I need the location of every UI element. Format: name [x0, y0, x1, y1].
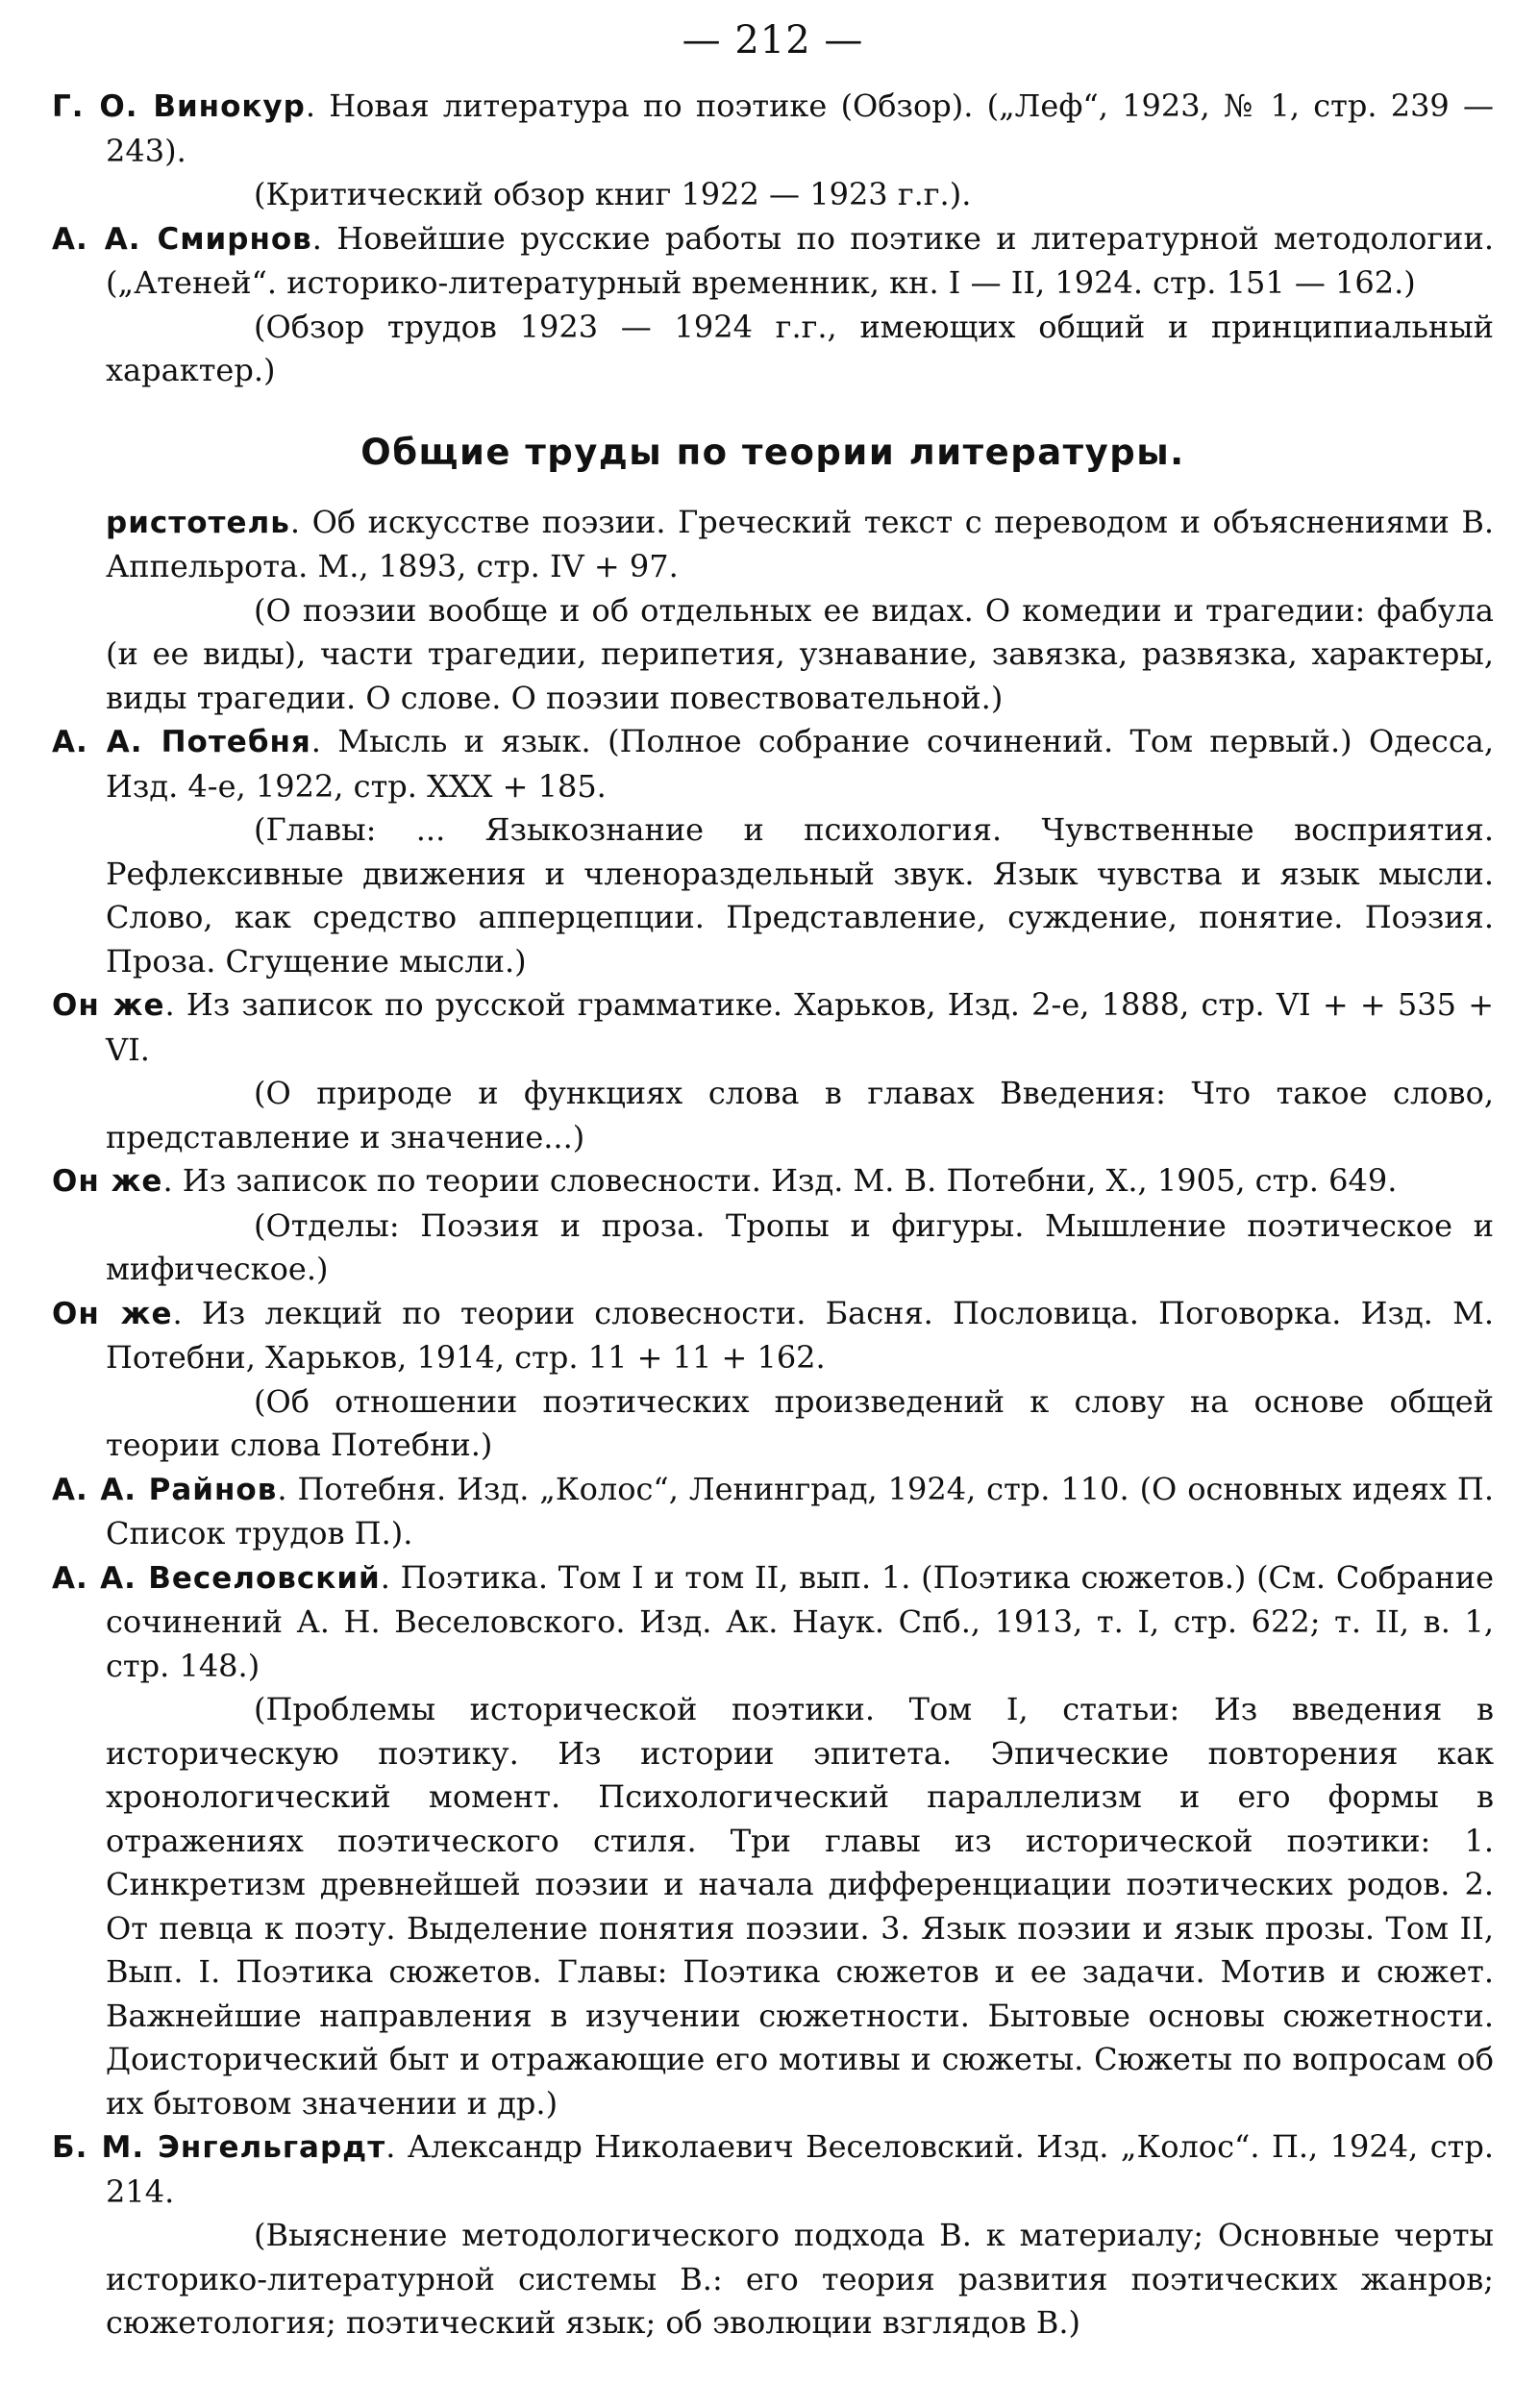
- entry-author: Г. О. Винокур: [52, 89, 306, 124]
- bibliography-entry-veselovsky: [52, 1556, 1494, 1689]
- entry-text: . Новая литература по поэтике (Обзор). („Леф“, 1923, № 1, стр. 239 — 243).: [106, 87, 1495, 169]
- entry-text: . Александр Николаевич Веселовский. Изд. „Колос“. П., 1924, стр. 214.: [106, 2128, 1495, 2210]
- page-number: — 212 —: [682, 18, 864, 62]
- entry-author: А. А. Смирнов: [52, 221, 312, 257]
- entry-text: . Из лекций по теории словесности. Басня. Пословица. Поговорка. Изд. М. Потебни, Харьков, 1914, стр. 11 + 11 + 162.: [106, 1294, 1495, 1376]
- entry-author: А. А. Потебня: [52, 725, 311, 759]
- bibliography-entry-aristotle: [52, 501, 1494, 589]
- entry-author: ристотель: [106, 505, 290, 540]
- entry-annotation: (Критический обзор книг 1922 — 1923 г.г.).: [254, 176, 972, 212]
- bibliography-entry-engelgardt: [52, 2125, 1494, 2214]
- entry-annotation: (Главы: ... Языкознание и психология. Чувственные восприятия. Рефлексивные движения и членораздельный звук. Язык чувства и язык мысли. Слово, как средство апперцепции. Представление, суждение, понятие. Поэзия. Проза. Сгущение мысли.): [106, 811, 1494, 980]
- entry-text: . Из записок по русской грамматике. Харьков, Изд. 2-е, 1888, стр. VI + + 535 + VI.: [106, 986, 1495, 1068]
- bibliography-entry-on-zhe-grammar: [52, 983, 1494, 1072]
- entry-author: А. А. Веселовский: [52, 1560, 381, 1596]
- entry-annotation: (О природе и функциях слова в главах Введения: Что такое слово, представление и значение...): [106, 1075, 1494, 1155]
- bibliography-entry-on-zhe-theory-notes: [52, 1159, 1494, 1204]
- entry-author: Он же: [52, 988, 165, 1023]
- entry-text: . Об искусстве поэзии. Греческий текст с переводом и объяснениями В. Аппельрота. М., 1893, стр. IV + 97.: [106, 503, 1494, 584]
- entry-annotation: (Проблемы исторической поэтики. Том I, статьи: Из введения в историческую поэтику. Из истории эпитета. Эпические повторения как хронологический момент. Психологический параллелизм и его формы в отражениях поэтического стиля. Три главы из исторической поэтики: 1. Синкретизм древнейшей поэзии и начала дифференциации поэтических родов. 2. От певца к поэту. Выделение понятия поэзии. 3. Язык поэзии и язык прозы. Том II, Вып. I. Поэтика сюжетов. Главы: Поэтика сюжетов и ее задачи. Мотив и сюжет. Важнейшие направления в изучении сюжетности. Бытовые основы сюжетности. Доисторический быт и отражающие его мотивы и сюжеты. Сюжеты по вопросам об их бытовом значении и др.): [106, 1691, 1494, 2122]
- entry-author: Он же: [52, 1164, 163, 1199]
- bibliography-entry-vinokur: [52, 85, 1494, 173]
- entry-annotation: (Отделы: Поэзия и проза. Тропы и фигуры. Мышление поэтическое и мифическое.): [106, 1206, 1494, 1287]
- entry-annotation: (Об отношении поэтических произведений к слову на основе общей теории слова Потебни.): [106, 1382, 1494, 1463]
- entry-author: Он же: [52, 1296, 173, 1331]
- entry-text: . Потебня. Изд. „Колос“, Ленинград, 1924, стр. 110. (О основных идеях П. Список трудов П.).: [106, 1470, 1495, 1552]
- bibliography-entry-rainov: [52, 1468, 1494, 1556]
- bibliography-entry-potebnya: [52, 720, 1494, 808]
- entry-author: А. А. Райнов: [52, 1472, 278, 1507]
- entry-text: . Из записок по теории словесности. Изд. М. В. Потебни, Х., 1905, стр. 649.: [162, 1162, 1398, 1199]
- entry-annotation: (О поэзии вообще и об отдельных ее видах. О комедии и трагедии: фабула (и ее виды), части трагедии, перипетия, узнавание, завязка, развязка, характеры, виды трагедии. О слове. О поэзии повествовательной.): [106, 591, 1494, 716]
- bibliography-entry-on-zhe-lectures: [52, 1292, 1494, 1380]
- entry-text: . Новейшие русские работы по поэтике и литературной методологии. („Атеней“. историко-литературный временник, кн. I — II, 1924. стр. 151 — 162.): [106, 219, 1494, 301]
- entry-text: . Мысль и язык. (Полное собрание сочинений. Том первый.) Одесса, Изд. 4-е, 1922, стр. XXX + 185.: [106, 723, 1495, 805]
- entry-annotation: (Выяснение методологического подхода В. к материалу; Основные черты историко-литературной системы В.: его теория развития поэтических жанров; сюжетология; поэтический язык; об эволюции взглядов В.): [106, 2217, 1494, 2341]
- entry-annotation: (Обзор трудов 1923 — 1924 г.г., имеющих общий и принципиальный характер.): [106, 308, 1494, 388]
- entry-author: Б. М. Энгельгардт: [52, 2130, 386, 2165]
- bibliography-entry-smirnov: [52, 217, 1494, 306]
- entry-text: . Поэтика. Том I и том II, вып. 1. (Поэтика сюжетов.) (См. Собрание сочинений А. Н. Веселовского. Изд. Ак. Наук. Спб., 1913, т. I, стр. 622; т. II, в. 1, стр. 148.): [106, 1558, 1495, 1684]
- section-heading: Общие труды по теории литературы.: [360, 431, 1185, 473]
